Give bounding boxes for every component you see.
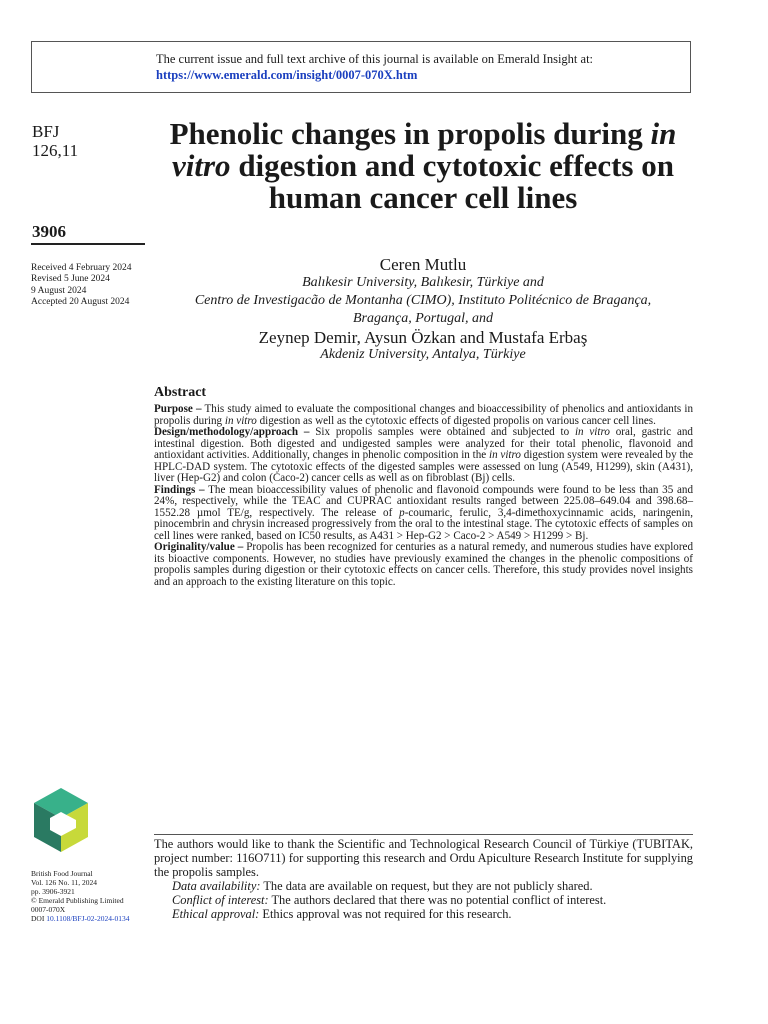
design-italic-2: in vitro — [489, 449, 521, 461]
data-label: Data availability: — [172, 879, 261, 893]
abstract-heading: Abstract — [154, 385, 207, 400]
accepted-date: Accepted 20 August 2024 — [31, 297, 130, 308]
journal-url-link[interactable]: https://www.emerald.com/insight/0007-070X.htm — [156, 68, 418, 82]
abstract-body — [154, 404, 693, 588]
title-part2: digestion and cytotoxic effects on human cancer cell lines — [230, 148, 674, 215]
ethics-label: Ethical approval: — [172, 907, 260, 921]
purpose-label: Purpose – — [154, 403, 202, 415]
conflict-text: The authors declared that there was no potential conflict of interest. — [268, 893, 607, 907]
author-names-2: Zeynep Demir, Aysun Özkan and Mustafa Erbaş — [258, 328, 588, 347]
ethics-text: Ethics approval was not required for this research. — [259, 907, 512, 921]
ethical-approval — [154, 907, 693, 921]
purpose-italic: in vitro — [224, 414, 257, 427]
publication-details — [31, 869, 129, 923]
footnote-divider — [154, 834, 693, 835]
abstract-purpose — [154, 404, 693, 427]
journal-abbr-text: BFJ — [32, 122, 60, 141]
affiliation-2: Akdeniz University, Antalya, Türkiye — [320, 347, 526, 362]
volume-info: Vol. 126 No. 11, 2024 — [31, 878, 98, 887]
copyright: © Emerald Publishing Limited — [31, 896, 124, 905]
originality-label: Originality/value – — [154, 541, 244, 553]
affiliation-1 — [155, 274, 691, 328]
conflict-of-interest — [154, 893, 693, 907]
doi-link[interactable]: 10.1108/BFJ-02-2024-0134 — [46, 914, 130, 923]
findings-text: The mean bioaccessibility values of phenolic and flavonoid compounds were found to be less than 35 and 24%, respectively, while the TEAC and CUPRAC antioxidant results ranged between 225.08–649.04 and 398.68–1552.28 µmol TE/g, respectively. The release of — [154, 483, 694, 519]
abstract-findings — [154, 485, 693, 543]
page-range: pp. 3906-3921 — [31, 887, 75, 896]
ack-thanks: The authors would like to thank the Scientific and Technological Research Council of Türkiye (TUBITAK, project number: 116O711) for supporting this research and Ordu Apiculture Research Institute for supplying the propolis samples. — [154, 837, 693, 879]
design-text-3: digestion system were revealed by the HPLC-DAD system. The cytotoxic effects of the digested samples were assessed on lung (A549, H1299), skin (A431), liver (Hep-G2) and colon (Caco-2) cancer cells as well as on fibroblast (Bj) cells. — [154, 449, 693, 484]
affiliation-1-line3: Bragança, Portugal, and — [353, 311, 493, 326]
data-availability — [154, 879, 693, 893]
design-text-2: oral, gastric and intestinal digestion. Both digested and undigested samples were analyzed for their total phenolic, flavonoid and antioxidant activities. Additionally, changes in phenolic composition in the — [154, 426, 693, 461]
revised-date: Revised 5 June 2024 — [31, 274, 110, 285]
affiliation-1-line2: Centro de Investigacão de Montanha (CIMO), Instituto Politécnico de Bragança, — [194, 293, 652, 308]
issn: 0007-070X — [31, 905, 66, 914]
purpose-text-2: digestion as well as the cytotoxic effects of digested propolis on various cancer cell lines. — [256, 414, 656, 427]
publisher-logo-icon — [30, 786, 92, 856]
conflict-label: Conflict of interest: — [172, 893, 269, 907]
findings-label: Findings – — [154, 483, 205, 496]
submission-dates — [31, 263, 132, 309]
design-label: Design/methodology/approach – — [154, 426, 310, 438]
left-divider — [31, 243, 145, 245]
availability-text: The current issue and full text archive of this journal is available on Emerald Insight at: — [156, 52, 594, 66]
design-text: Six propolis samples were obtained and subjected to — [309, 426, 575, 438]
originality-text: Propolis has been recognized for centuries as a natural remedy, and numerous studies have explored its bioactive components. However, no studies have previously examined the changes in the phenolic compositions of propolis samples during digestion or their cytotoxic effects on cancer cells. Therefore, this study provides novel insights and an approach to the existing literature on this topic. — [154, 541, 694, 588]
doi-label: DOI — [31, 914, 47, 923]
page-number: 3906 — [32, 222, 66, 241]
journal-name: British Food Journal — [31, 869, 93, 878]
acknowledgements — [154, 837, 693, 921]
author-name-1: Ceren Mutlu — [379, 255, 467, 274]
doi-line — [31, 914, 129, 923]
findings-italic: p — [399, 506, 405, 519]
volume-issue: 126,11 — [32, 141, 79, 160]
journal-availability-box — [31, 41, 691, 93]
affiliation-1-line1: Balıkesir University, Balıkesir, Türkiye and — [302, 275, 544, 290]
purpose-text: This study aimed to evaluate the compositional changes and bioaccessibility of phenolics and antioxidants in propolis during — [154, 403, 694, 427]
title-part1: Phenolic changes in propolis during — [169, 116, 651, 151]
journal-abbreviation — [32, 122, 78, 160]
article-title — [150, 118, 696, 214]
received-date: Received 4 February 2024 — [31, 263, 132, 273]
revised-date-2: 9 August 2024 — [31, 285, 87, 296]
abstract-design — [154, 427, 693, 485]
design-italic: in vitro — [574, 426, 610, 438]
data-text: The data are available on request, but they are not publicly shared. — [260, 879, 593, 893]
abstract-originality — [154, 542, 693, 588]
title-italic: in vitro — [172, 116, 677, 183]
findings-text-2: -coumaric, ferulic, 3,4-dimethoxycinnamic acids, naringenin, pinocembrin and chrysin increased progressively from the oral to the intestinal stage. The cytotoxic effects of samples on cell lines were ranked, based on IC50 results, as A431 > Hep-G2 > Caco-2 > A549 > H1299 > Bj. — [154, 506, 693, 542]
